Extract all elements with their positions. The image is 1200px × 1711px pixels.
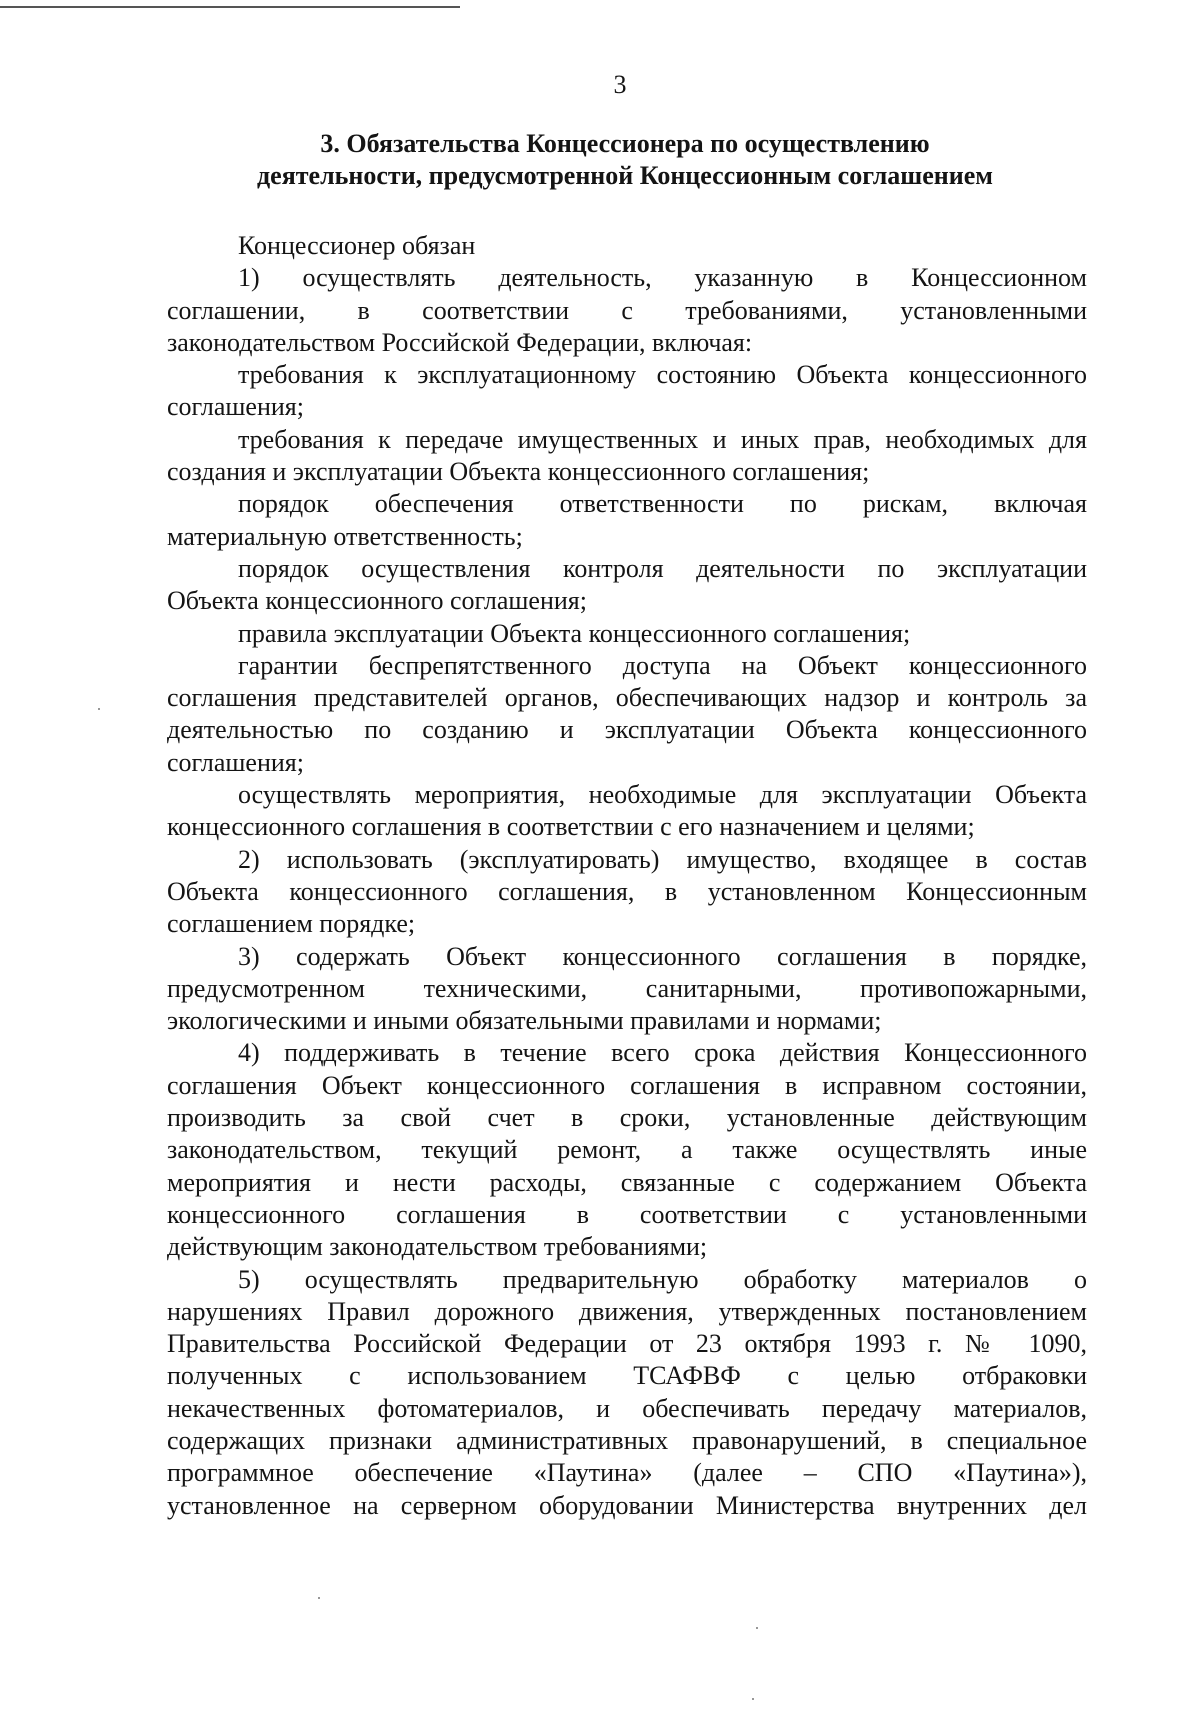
text-line: соглашения; <box>167 392 304 422</box>
text-line: осуществлять мероприятия, необходимые для эксплуатации Объекта <box>238 780 1087 810</box>
text-line: 1) осуществлять деятельность, указанную в Концессионном <box>238 263 1087 293</box>
text-line: действующим законодательством требованиями; <box>167 1232 708 1262</box>
text-line: производить за свой счет в сроки, установленные действующим <box>167 1103 1087 1133</box>
text-line: требования к передаче имущественных и иных прав, необходимых для <box>238 424 1087 454</box>
text-line: нарушениях Правил дорожного движения, утвержденных постановлением <box>167 1296 1087 1326</box>
text-line: соглашения; <box>167 747 304 777</box>
page-number: 3 <box>613 70 627 99</box>
text-line: порядок осуществления контроля деятельности по эксплуатации <box>238 553 1087 583</box>
text-line: требования к эксплуатационному состоянию Объекта концессионного <box>238 360 1087 390</box>
document-body <box>167 230 1087 1522</box>
text-line: порядок обеспечения ответственности по рискам, включая <box>238 489 1087 519</box>
text-line: соглашением порядке; <box>167 909 416 939</box>
scan-speck <box>756 1627 758 1629</box>
text-line: мероприятия и нести расходы, связанные с содержанием Объекта <box>167 1167 1087 1197</box>
text-line: соглашении, в соответствии с требованиями, установленными <box>167 295 1087 325</box>
text-line: Объекта концессионного соглашения, в установленном Концессионным <box>167 876 1087 906</box>
scan-speck <box>98 708 100 710</box>
text-line: деятельностью по созданию и эксплуатации Объекта концессионного <box>167 715 1087 745</box>
scan-edge-line <box>0 6 460 8</box>
text-line: концессионного соглашения в соответствии с установленными <box>167 1199 1087 1229</box>
text-line: законодательством Российской Федерации, включая: <box>167 327 753 357</box>
section-heading-line: 3. Обязательства Концессионера по осуществлению <box>320 129 930 158</box>
scan-speck <box>752 1698 754 1700</box>
text-line: создания и эксплуатации Объекта концессионного соглашения; <box>167 457 870 487</box>
text-line: соглашения представителей органов, обеспечивающих надзор и контроль за <box>167 683 1087 713</box>
text-line: 3) содержать Объект концессионного соглашения в порядке, <box>238 941 1087 971</box>
text-line: Концессионер обязан <box>238 231 476 260</box>
text-line: законодательством, текущий ремонт, а также осуществлять иные <box>167 1135 1087 1165</box>
text-line: содержащих признаки административных правонарушений, в специальное <box>167 1425 1087 1455</box>
text-line: программное обеспечение «Паутина» (далее – СПО «Паутина»), <box>167 1458 1087 1488</box>
text-line: соглашения Объект концессионного соглашения в исправном состоянии, <box>167 1070 1087 1100</box>
text-line: Правительства Российской Федерации от 23 октября 1993 г. № 1090, <box>167 1329 1087 1359</box>
text-line: 2) использовать (эксплуатировать) имущество, входящее в состав <box>238 844 1087 874</box>
text-line: установленное на серверном оборудовании Министерства внутренних дел <box>167 1490 1087 1520</box>
text-line: предусмотренном техническими, санитарными, противопожарными, <box>167 973 1087 1003</box>
text-line: материальную ответственность; <box>167 521 523 551</box>
section-heading-line: деятельности, предусмотренной Концессионным соглашением <box>257 161 993 190</box>
section-heading <box>165 128 1085 192</box>
scan-speck <box>318 1597 320 1599</box>
text-line: экологическими и иными обязательными правилами и нормами; <box>167 1006 882 1036</box>
text-line: Объекта концессионного соглашения; <box>167 586 587 616</box>
text-line: некачественных фотоматериалов, и обеспечивать передачу материалов, <box>167 1393 1087 1423</box>
text-line: 5) осуществлять предварительную обработку материалов о <box>238 1264 1087 1294</box>
text-line: правила эксплуатации Объекта концессионного соглашения; <box>238 618 911 648</box>
text-line: гарантии беспрепятственного доступа на Объект концессионного <box>238 650 1087 680</box>
text-line: полученных с использованием ТСАФВФ с целью отбраковки <box>167 1361 1087 1391</box>
text-line: 4) поддерживать в течение всего срока действия Концессионного <box>238 1038 1087 1068</box>
text-line: концессионного соглашения в соответствии с его назначением и целями; <box>167 812 975 842</box>
